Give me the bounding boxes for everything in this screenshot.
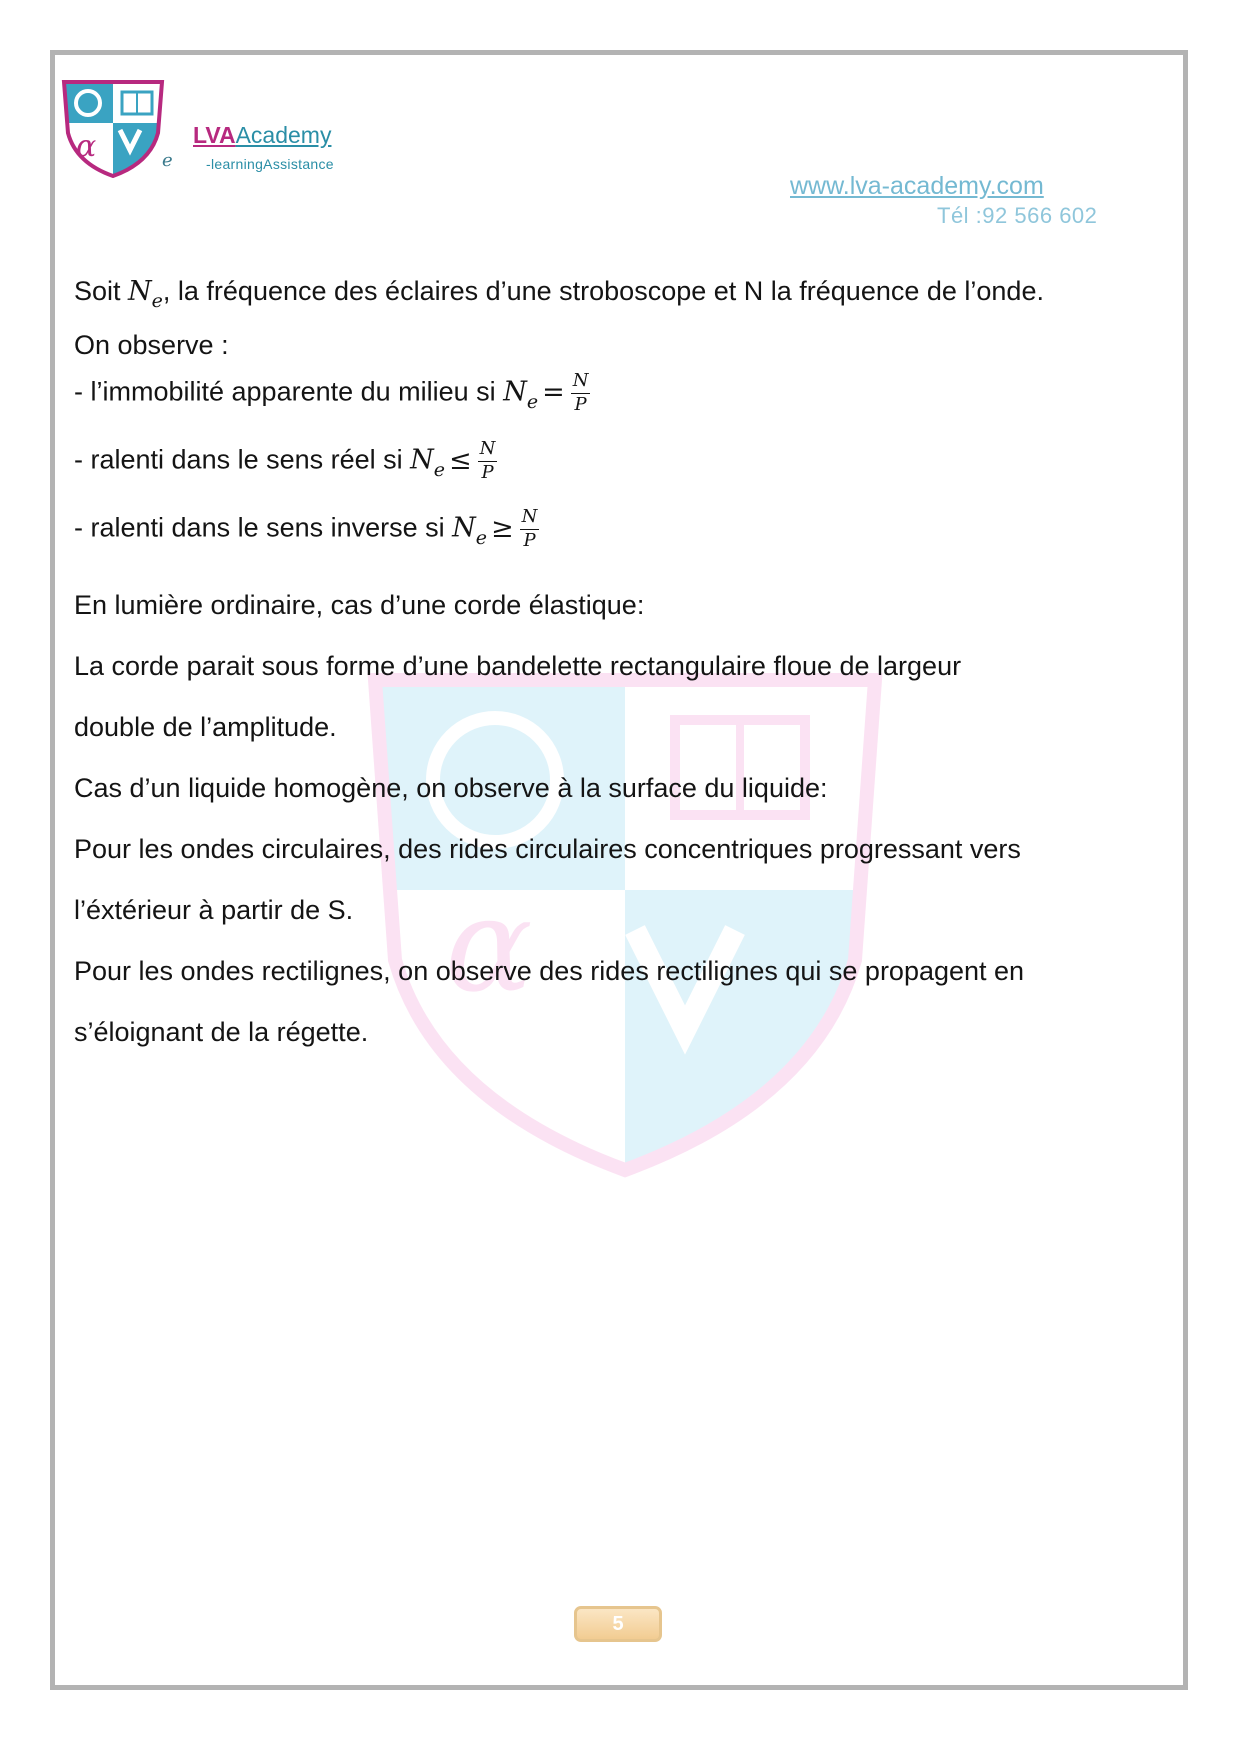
paragraph-4-line-1: La corde parait sous forme d’une bandelette rectangulaire floue de largeur xyxy=(74,651,962,681)
page-number-badge: 5 xyxy=(574,1606,662,1642)
paragraph-5: Cas d’un liquide homogène, on observe à la surface du liquide: xyxy=(74,773,828,803)
fraction-n-over-p: $\frac{N}{P}$ xyxy=(479,438,496,483)
brand-tagline: -learningAssistance xyxy=(206,156,334,172)
brand-lva: LVA xyxy=(193,122,236,148)
condition-item-3: - ralenti dans le sens inverse si $N_e$ ≥ $\frac{N}{P}$ xyxy=(74,506,538,551)
paragraph-6-line-1: Pour les ondes circulaires, des rides circulaires concentriques progressant vers xyxy=(74,834,1021,864)
fraction-n-over-p: $\frac{N}{P}$ xyxy=(521,506,538,551)
paragraph-6-line-2: l’éxtérieur à partir de S. xyxy=(74,895,354,925)
svg-text:α: α xyxy=(76,129,97,164)
paragraph-4-line-2: double de l’amplitude. xyxy=(74,712,337,742)
paragraph-1: Soit $N_e$, la fréquence des éclaires d’une stroboscope et N la fréquence de l’onde. xyxy=(74,276,1044,312)
academy-logo-icon xyxy=(58,78,168,178)
paragraph-2: On observe : xyxy=(74,330,229,360)
condition-item-2: - ralenti dans le sens réel si $N_e$ ≤ $\frac{N}{P}$ xyxy=(74,438,496,483)
website-link[interactable]: www.lva-academy.com xyxy=(790,172,1044,200)
condition-item-1: - l’immobilité apparente du milieu si $N_e$ = $\frac{N}{P}$ xyxy=(74,370,589,415)
watermark-logo-icon xyxy=(335,660,915,1180)
brand-name xyxy=(193,122,331,149)
phone-number: Tél :92 566 602 xyxy=(937,203,1098,228)
logo-e-letter: e xyxy=(162,150,173,171)
paragraph-3: En lumière ordinaire, cas d’une corde élastique: xyxy=(74,590,645,620)
paragraph-7-line-1: Pour les ondes rectilignes, on observe des rides rectilignes qui se propagent en xyxy=(74,956,1025,986)
svg-text:α: α xyxy=(445,869,533,1021)
brand-academy: Academy xyxy=(235,122,332,148)
fraction-n-over-p: $\frac{N}{P}$ xyxy=(572,370,589,415)
paragraph-7-line-2: s’éloignant de la régette. xyxy=(74,1017,369,1047)
